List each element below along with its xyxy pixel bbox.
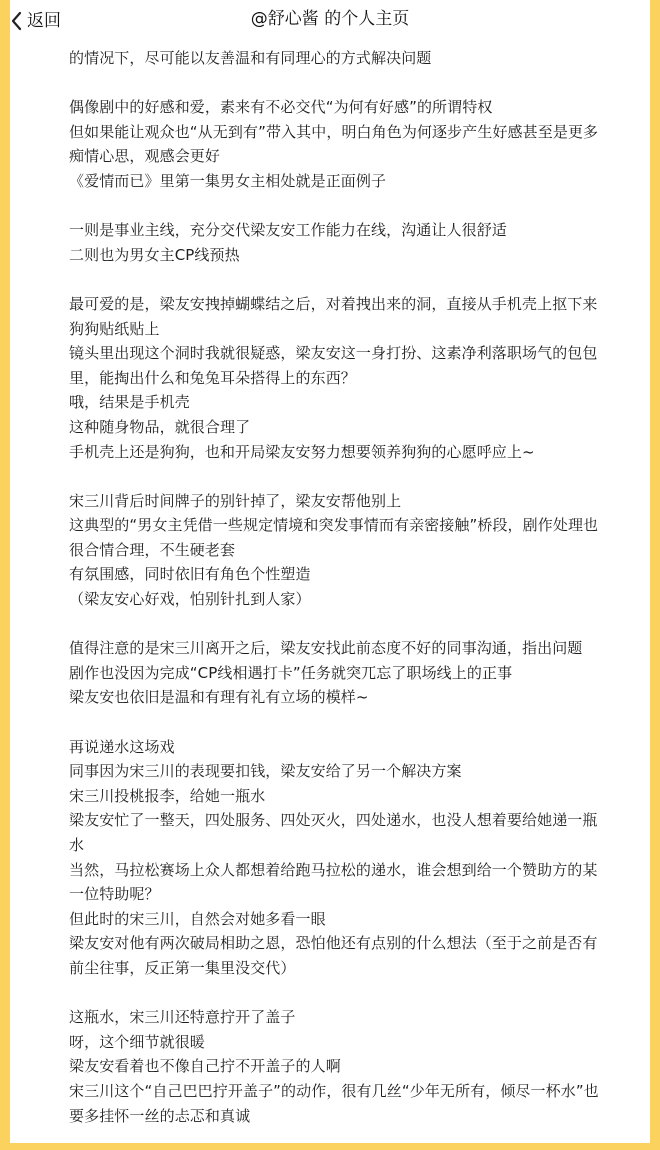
text-line: 二则也为男女主CP线预热 bbox=[69, 245, 240, 264]
post-paragraph bbox=[69, 636, 644, 710]
text-line: 但如果能让观众也“从无到有”带入其中，明白角色为何逐步产生好感甚至是更多 bbox=[69, 122, 599, 141]
text-line: 这典型的“男女主凭借一些规定情境和突发事情而有亲密接触”桥段，剧作处理也 bbox=[69, 516, 599, 535]
text-line: 水 bbox=[69, 836, 85, 854]
text-line: 同事因为宋三川的表现要扣钱，梁友安给了另一个解决方案 bbox=[69, 762, 462, 781]
post-screenshot bbox=[10, 0, 650, 1143]
text-line: 要多挂怀一丝的忐忑和真诚 bbox=[69, 1106, 251, 1125]
text-line: 呀，这个细节就很暖 bbox=[69, 1032, 205, 1051]
text-line: 有氛围感，同时依旧有角色个性塑造 bbox=[69, 565, 311, 584]
text-line: 梁友安也依旧是温和有理有礼有立场的模样~ bbox=[69, 688, 369, 707]
text-line: 这种随身物品，就很合理了 bbox=[69, 417, 251, 436]
text-line: 再说递水这场戏 bbox=[69, 737, 175, 756]
text-line: 宋三川投桃报李，给她一瓶水 bbox=[69, 786, 266, 805]
text-line: 的情况下，尽可能以友善温和有同理心的方式解决问题 bbox=[69, 49, 432, 67]
top-bar bbox=[10, 0, 650, 40]
text-line: 一位特助呢？ bbox=[69, 885, 160, 904]
text-line: 痴情心思，观感会更好 bbox=[69, 147, 221, 166]
post-body bbox=[69, 46, 644, 1143]
text-line: 这瓶水，宋三川还特意拧开了盖子 bbox=[69, 1008, 296, 1027]
post-paragraph bbox=[69, 292, 644, 464]
post-paragraph bbox=[69, 95, 644, 193]
text-line: 哦，结果是手机壳 bbox=[69, 393, 190, 412]
back-label: 返回 bbox=[27, 11, 61, 31]
chevron-left-icon bbox=[10, 10, 24, 32]
text-line: 《爱情而已》里第一集男女主相处就是正面例子 bbox=[69, 171, 387, 190]
text-line: 一则是事业主线，充分交代梁友安工作能力在线，沟通让人很舒适 bbox=[69, 221, 507, 240]
post-paragraph bbox=[69, 735, 644, 981]
text-line: 当然，马拉松赛场上众人都想着给跑马拉松的递水，谁会想到给一个赞助方的某 bbox=[69, 860, 598, 879]
text-line: 手机壳上还是狗狗，也和开局梁友安努力想要领养狗狗的心愿呼应上~ bbox=[69, 442, 535, 461]
text-line: 偶像剧中的好感和爱，素来有不必交代“为何有好感”的所谓特权 bbox=[69, 98, 493, 117]
text-line: 很合情合理，不生硬老套 bbox=[69, 540, 236, 559]
post-paragraph bbox=[69, 489, 644, 612]
text-line: 最可爱的是，梁友安拽掉蝴蝶结之后，对着拽出来的洞，直接从手机壳上抠下来 bbox=[69, 294, 598, 313]
text-line: 镜头里出现这个洞时我就很疑惑，梁友安这一身打扮、这素净利落职场气的包包 bbox=[69, 344, 598, 363]
text-line: 剧作也没因为完成“CP线相遇打卡”任务就突兀忘了职场线上的正事 bbox=[69, 663, 513, 682]
text-line: （梁友安心好戏，怕别针扎到人家） bbox=[69, 590, 311, 609]
text-line: 里，能掏出什么和兔兔耳朵搭得上的东西？ bbox=[69, 368, 356, 387]
text-line: 宋三川背后时间牌子的别针掉了，梁友安帮他别上 bbox=[69, 491, 402, 510]
text-line: 狗狗贴纸贴上 bbox=[69, 319, 160, 338]
text-line: 前尘往事，反正第一集里没交代） bbox=[69, 958, 296, 977]
text-line: 梁友安看着也不像自己拧不开盖子的人啊 bbox=[69, 1057, 341, 1076]
text-line: 但此时的宋三川，自然会对她多看一眼 bbox=[69, 909, 326, 928]
text-line: 梁友安对他有两次破局相助之恩，恐怕他还有点别的什么想法（至于之前是否有 bbox=[69, 934, 598, 953]
text-line: 梁友安忙了一整天，四处服务、四处灭火，四处递水，也没人想着要给她递一瓶 bbox=[69, 811, 598, 830]
back-button[interactable] bbox=[10, 8, 61, 34]
post-paragraph bbox=[69, 1005, 644, 1128]
post-paragraph bbox=[69, 218, 644, 267]
page-title: @舒心酱 的个人主页 bbox=[250, 9, 410, 29]
text-line: 宋三川这个“自己巴巴拧开盖子”的动作，很有几丝“少年无所有，倾尽一杯水”也 bbox=[69, 1081, 599, 1100]
post-paragraph bbox=[69, 46, 644, 71]
text-line: 值得注意的是宋三川离开之后，梁友安找此前态度不好的同事沟通，指出问题 bbox=[69, 639, 583, 658]
